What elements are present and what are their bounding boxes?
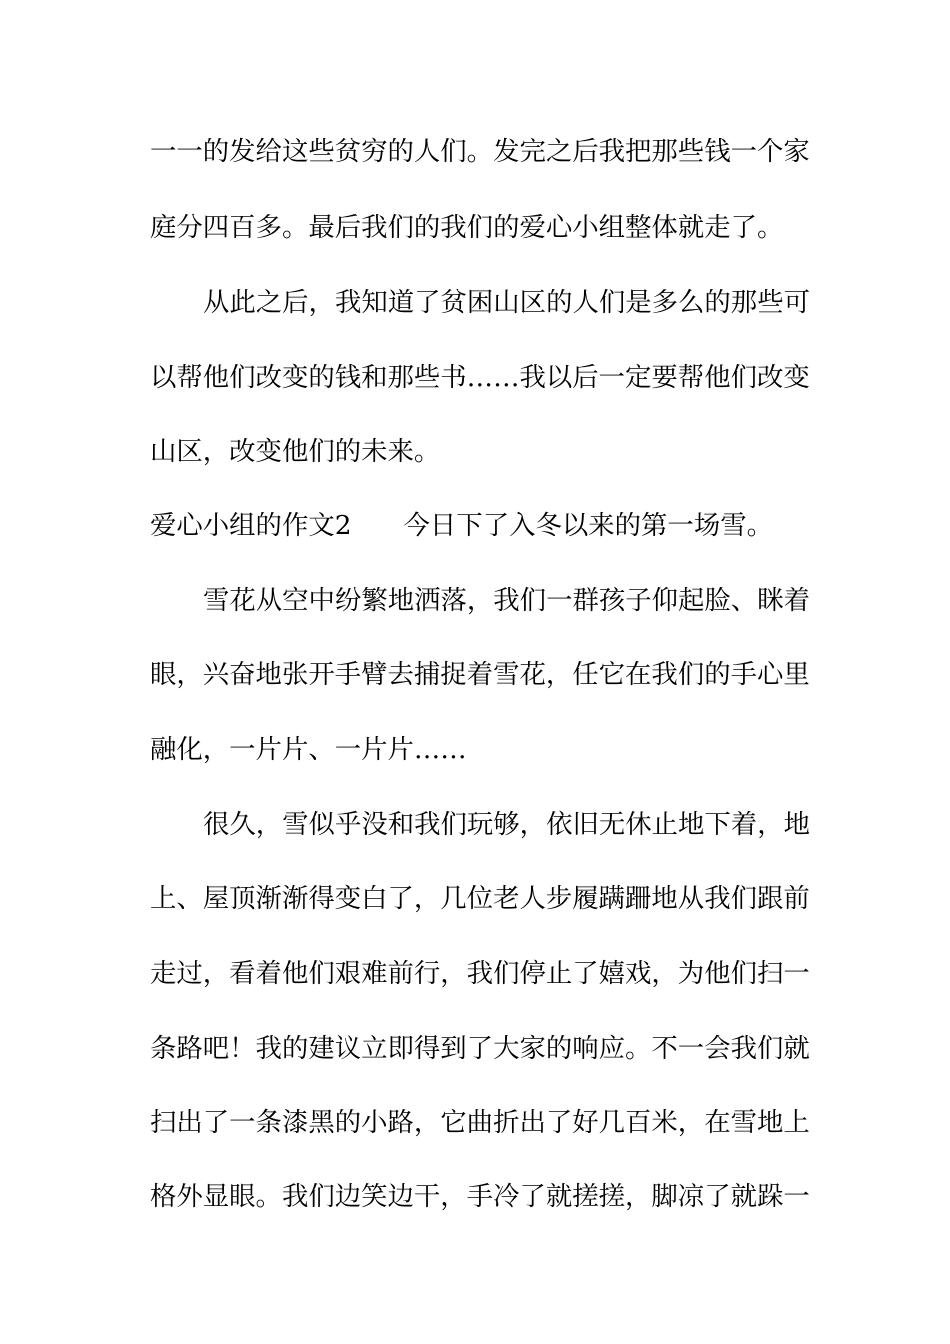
paragraph-line: 庭分四百多。最后我们的我们的爱心小组整体就走了。 [150,212,784,243]
paragraph-line: 融化，一片片、一片片…… [150,734,467,765]
paragraph-line: 很久，雪似乎没和我们玩够，依旧无休止地下着，地 [203,809,810,840]
paragraph-line: 上、屋顶渐渐得变白了，几位老人步履蹒跚地从我们跟前 [150,883,810,914]
paragraph-line: 山区，改变他们的未来。 [150,436,441,467]
paragraph-line: 扫出了一条漆黑的小路，它曲折出了好几百米，在雪地上 [150,1107,810,1138]
paragraph-line: 从此之后，我知道了贫困山区的人们是多么的那些可 [203,287,810,318]
section-heading-line [150,506,810,546]
paragraph-line: 雪花从空中纷繁地洒落，我们一群孩子仰起脸、眯着 [203,585,810,616]
paragraph-line: 格外显眼。我们边笑边干，手冷了就搓搓，脚凉了就跺一 [150,1181,810,1212]
paragraph-line: 一一的发给这些贫穷的人们。发完之后我把那些钱一个家 [150,136,810,167]
paragraph-line: 以帮他们改变的钱和那些书……我以后一定要帮他们改变 [150,362,810,393]
paragraph-line: 眼，兴奋地张开手臂去捕捉着雪花，任它在我们的手心里 [150,659,810,690]
paragraph-line: 条路吧！我的建议立即得到了大家的响应。不一会我们就 [150,1033,810,1064]
paragraph-line: 走过，看着他们艰难前行，我们停止了嬉戏，为他们扫一 [150,958,810,989]
section-first-sentence: 今日下了入冬以来的第一场雪。 [403,510,773,541]
section-title: 爱心小组的作文2 [150,510,352,541]
